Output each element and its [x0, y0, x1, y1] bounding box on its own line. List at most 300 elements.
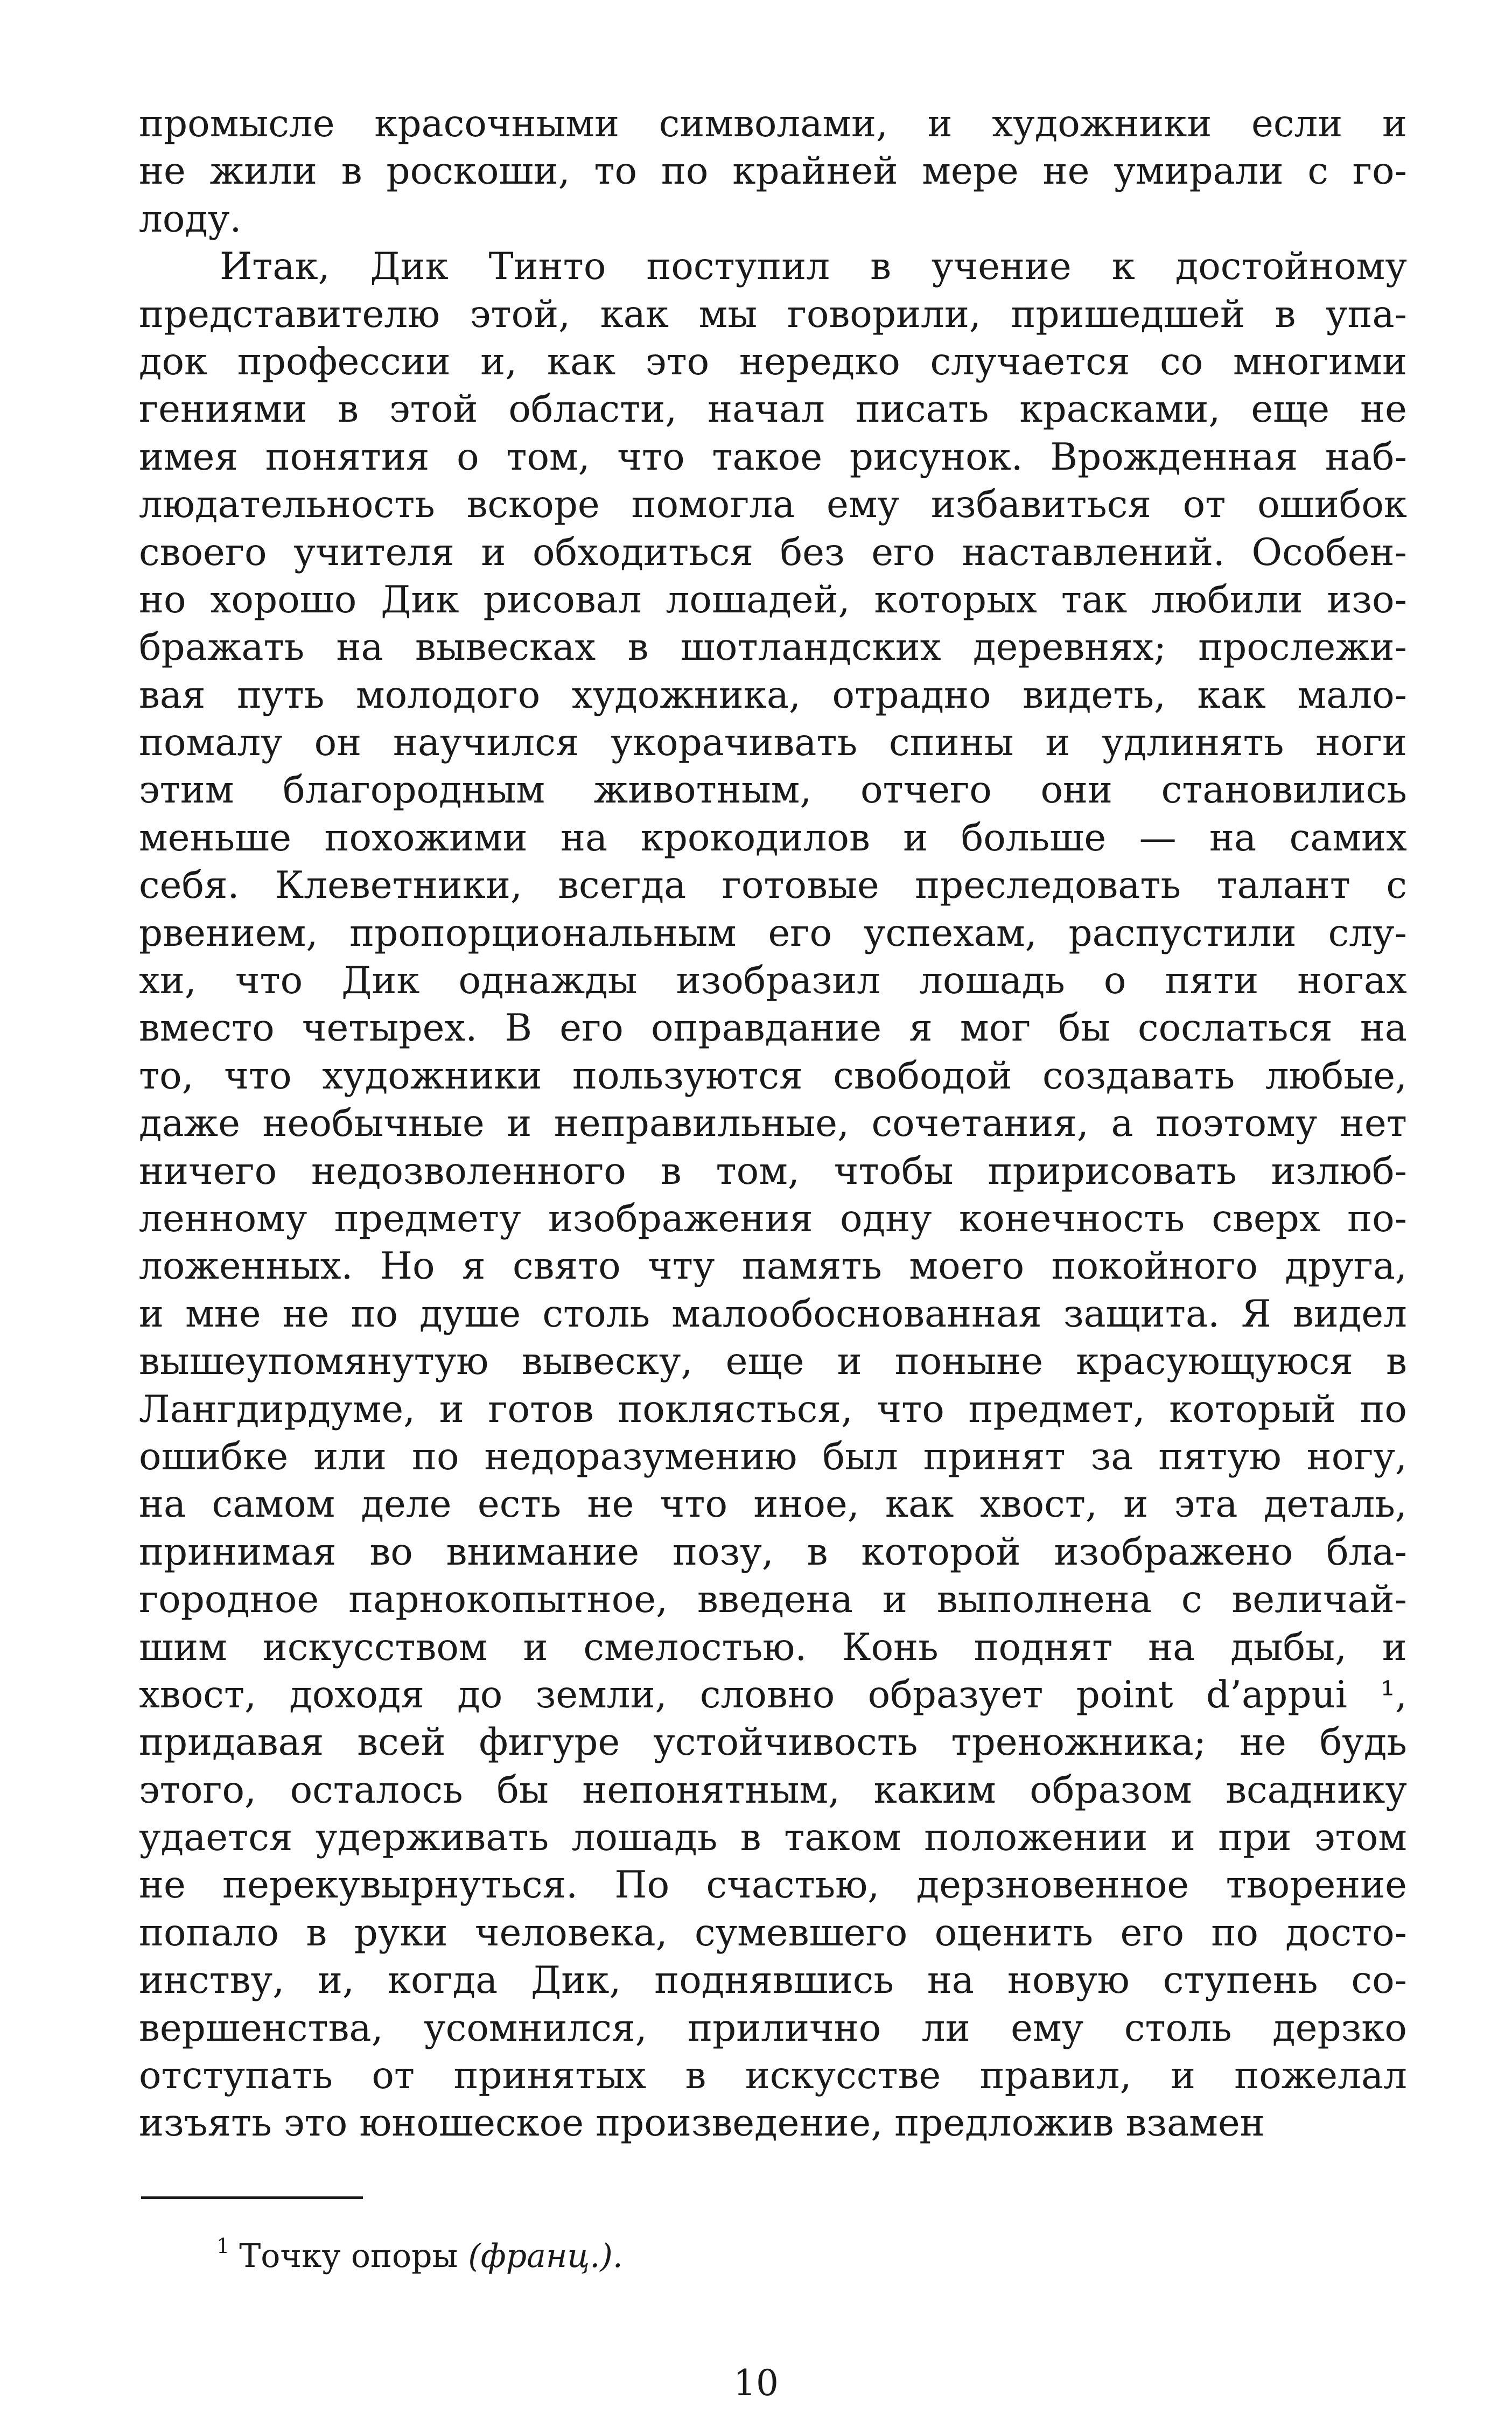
word: го-: [1352, 150, 1407, 193]
text-line: [139, 1909, 1407, 1957]
word: недозволенного: [311, 1149, 626, 1193]
word: его: [559, 1007, 624, 1050]
word: я: [462, 1245, 486, 1288]
word: еще: [1251, 388, 1330, 431]
word: придавая: [139, 1721, 324, 1764]
word: введена: [697, 1578, 853, 1622]
word: рвением,: [139, 911, 318, 955]
word: любые,: [1265, 1054, 1407, 1098]
word: и: [439, 1387, 464, 1431]
word: на: [1209, 816, 1257, 860]
word: ленному: [139, 1197, 307, 1240]
word: Тинто: [488, 245, 606, 289]
word: или: [313, 1435, 387, 1478]
word: парнокопытное,: [348, 1578, 668, 1622]
word: в: [870, 245, 891, 289]
text-line: [139, 386, 1407, 433]
word: наставлений.: [962, 531, 1225, 574]
word: обходиться: [533, 531, 753, 574]
text-line: [139, 100, 1407, 148]
word: на: [336, 626, 383, 669]
word: этой: [389, 388, 478, 431]
word: ли: [921, 2006, 970, 2050]
word: и: [1382, 102, 1407, 145]
word: ему: [1011, 2006, 1084, 2050]
text-line: [139, 2099, 1407, 2147]
word: память: [741, 1245, 882, 1288]
word: пятую: [1158, 1435, 1282, 1478]
word: в: [338, 388, 359, 431]
text-line: [139, 1100, 1407, 1147]
word: что: [660, 1483, 727, 1526]
text-line: [139, 1243, 1407, 1290]
text-line: [139, 1624, 1407, 1671]
word: жили: [209, 150, 317, 193]
word: начал: [708, 388, 825, 431]
word: его: [768, 911, 832, 955]
word: друга,: [1285, 1245, 1407, 1288]
word: еще: [725, 1340, 804, 1384]
word: наб-: [1325, 435, 1407, 479]
text-line: [139, 1481, 1407, 1528]
word: Дик,: [531, 1959, 621, 2003]
word: взамен: [1125, 2102, 1265, 2145]
word: принят: [923, 1435, 1066, 1478]
word: в: [807, 1530, 828, 1574]
word: в: [1275, 292, 1296, 336]
text-line: [139, 1719, 1407, 1766]
word: счастью,: [706, 1864, 880, 1907]
word: том,: [716, 1149, 800, 1193]
word: поступил: [646, 245, 830, 289]
footnote-text: Точку опоры: [239, 2237, 458, 2275]
text-line: [139, 1576, 1407, 1623]
word: новую: [1007, 1959, 1130, 2003]
word: в: [740, 1816, 761, 1860]
word: учителя: [293, 531, 454, 574]
word: со: [1160, 340, 1203, 383]
word: сочетания,: [871, 1102, 1089, 1146]
word: по: [1360, 1387, 1407, 1431]
word: о: [1103, 959, 1126, 1003]
word: дерзко: [1272, 2006, 1407, 2050]
text-line: [139, 2052, 1407, 2099]
word: вскоре: [466, 483, 600, 527]
word: себя.: [139, 864, 240, 908]
word: которых: [874, 578, 1037, 622]
word: нет: [1339, 1102, 1407, 1146]
word: деле: [361, 1483, 452, 1526]
word: многими: [1233, 340, 1407, 383]
word: бла-: [1326, 1530, 1407, 1574]
text-line: [139, 766, 1407, 814]
word: от: [372, 2054, 415, 2098]
word: величай-: [1231, 1578, 1407, 1622]
word: его: [871, 531, 935, 574]
word: даже: [139, 1102, 240, 1146]
text-line: [139, 1148, 1407, 1195]
word: случается: [930, 340, 1130, 383]
word: хорошо: [210, 578, 357, 622]
word: с: [1386, 864, 1407, 908]
word: не: [282, 1292, 330, 1336]
word: пожелал: [1234, 2054, 1407, 2098]
word: правил,: [979, 2054, 1132, 2098]
text-line: [139, 1433, 1407, 1481]
word: а: [1111, 1102, 1133, 1146]
footnote-marker: 1: [216, 2234, 230, 2258]
word: если: [1251, 102, 1343, 145]
word: нередко: [739, 340, 900, 383]
word: шим: [139, 1625, 227, 1669]
word: есть: [477, 1483, 562, 1526]
word: и: [1170, 2054, 1195, 2098]
word: фигуре: [479, 1721, 620, 1764]
word: то: [594, 150, 638, 193]
word: в: [1386, 1340, 1407, 1384]
word: смелостью.: [583, 1625, 807, 1669]
word: к: [1111, 245, 1135, 289]
text-line: [139, 2005, 1407, 2052]
text-line: [139, 1195, 1407, 1243]
word: чту: [648, 1245, 715, 1288]
word: изобразил: [676, 959, 881, 1003]
word: Дик: [341, 959, 420, 1003]
word: изо-: [1327, 578, 1407, 622]
word: дерзновенное: [916, 1864, 1189, 1907]
word: земли,: [535, 1673, 667, 1717]
word: бражать: [139, 626, 305, 669]
word: искусстве: [745, 2054, 941, 2098]
word: как: [547, 340, 616, 383]
word: учение: [931, 245, 1072, 289]
word: досто-: [1285, 1911, 1407, 1955]
word: ноги: [1315, 721, 1407, 765]
word: словно: [699, 1673, 835, 1717]
text-line: [139, 481, 1407, 528]
word: на: [1148, 1625, 1195, 1669]
word: оценить: [934, 1911, 1094, 1955]
word: на: [927, 1959, 974, 2003]
word: избавиться: [930, 483, 1151, 527]
word: предложив: [894, 2102, 1114, 2145]
word: прилично: [688, 2006, 881, 2050]
word: представителю: [139, 292, 440, 336]
word: сверх: [1212, 1197, 1320, 1240]
word: научился: [393, 721, 579, 765]
word: этим: [139, 769, 234, 812]
text-line: [139, 1861, 1407, 1909]
word: выполнена: [936, 1578, 1152, 1622]
word: осталось: [290, 1768, 463, 1812]
text-line: [139, 1052, 1407, 1100]
word: при: [1218, 1816, 1292, 1860]
word: молодого: [355, 673, 541, 717]
text-line: [139, 672, 1407, 719]
word: предмет,: [968, 1387, 1145, 1431]
word: о: [457, 435, 479, 479]
word: не: [1360, 388, 1407, 431]
word: с: [1181, 1578, 1202, 1622]
word: чтобы: [834, 1149, 954, 1193]
word: то,: [139, 1054, 194, 1098]
word: готовые: [722, 864, 879, 908]
word: что: [877, 1387, 944, 1431]
word: столь: [1124, 2006, 1232, 2050]
word: готов: [488, 1387, 594, 1431]
word: Конь: [842, 1625, 939, 1669]
word: поныне: [894, 1340, 1044, 1384]
word: что: [224, 1054, 292, 1098]
word: до: [457, 1673, 503, 1717]
word: отчего: [860, 769, 992, 812]
text-line: [139, 148, 1407, 195]
word: пяти: [1165, 959, 1259, 1003]
word: по: [1211, 1911, 1258, 1955]
word: d’appui: [1206, 1673, 1347, 1717]
text-line: [139, 862, 1407, 909]
word: не: [587, 1483, 634, 1526]
word: позу,: [673, 1530, 774, 1574]
word: Врожденная: [1050, 435, 1298, 479]
word: конечность: [959, 1197, 1185, 1240]
word: Итак,: [220, 245, 330, 289]
word: укорачивать: [611, 721, 858, 765]
word: вершенства,: [139, 2006, 383, 2050]
word: всегда: [558, 864, 687, 908]
body-text: [139, 100, 1407, 2147]
word: писать: [855, 388, 989, 431]
text-line: [139, 1671, 1407, 1719]
word: крокодилов: [640, 816, 870, 860]
word: творение: [1226, 1864, 1407, 1907]
word: гениями: [139, 388, 307, 431]
word: отступать: [139, 2054, 333, 2098]
word: области,: [508, 388, 677, 431]
word: дыбы,: [1230, 1625, 1347, 1669]
word: которой: [861, 1530, 1021, 1574]
word: изображено: [1054, 1530, 1293, 1574]
word: промысле: [139, 102, 335, 145]
word: спины: [889, 721, 1014, 765]
text-line: [139, 719, 1407, 766]
word: красками,: [1019, 388, 1221, 431]
word: свободой: [833, 1054, 1012, 1098]
word: который: [1169, 1387, 1336, 1431]
word: вая: [139, 673, 206, 717]
word: оправдание: [650, 1007, 882, 1050]
word: эта: [1174, 1483, 1238, 1526]
word: вывесках: [415, 626, 596, 669]
word: не: [1042, 150, 1090, 193]
word: отрадно: [832, 673, 991, 717]
word: инству,: [139, 1959, 285, 2003]
word: так: [1061, 578, 1128, 622]
word: городное: [139, 1578, 319, 1622]
word: ошибок: [1257, 483, 1407, 527]
word: будь: [1319, 1721, 1407, 1764]
word: Дик: [370, 245, 449, 289]
word: и: [837, 1340, 862, 1384]
word: и: [1045, 721, 1070, 765]
word: поднявшись: [654, 1959, 894, 2003]
word: крайней: [732, 150, 898, 193]
word: красочными: [374, 102, 620, 145]
word: шотландских: [680, 626, 941, 669]
word: деревнях;: [973, 626, 1166, 669]
word: по: [351, 1292, 398, 1336]
word: во: [369, 1530, 413, 1574]
word: излюб-: [1271, 1149, 1407, 1193]
text-line: [139, 243, 1407, 290]
word: и,: [318, 1959, 354, 2003]
word: по: [412, 1435, 459, 1478]
word: становились: [1161, 769, 1407, 812]
word: не: [139, 150, 186, 193]
text-line: [139, 1957, 1407, 2004]
word: что: [235, 959, 303, 1003]
word: всаднику: [1226, 1768, 1407, 1812]
word: предмету: [334, 1197, 521, 1240]
word: произведение,: [596, 2102, 883, 2145]
text-line: [139, 1386, 1407, 1433]
word: видеть,: [1023, 673, 1166, 717]
word: прослежи-: [1198, 626, 1407, 669]
word: талант: [1216, 864, 1350, 908]
word: столь: [542, 1292, 650, 1336]
word: point: [1076, 1673, 1173, 1717]
word: неправильные,: [554, 1102, 849, 1146]
word: без: [780, 531, 845, 574]
word: ногах: [1297, 959, 1407, 1003]
word: защита.: [1063, 1292, 1220, 1336]
word: иное,: [753, 1483, 859, 1526]
word: и: [523, 1625, 548, 1669]
word: Дик: [381, 578, 459, 622]
word: ошибке: [139, 1435, 289, 1478]
word: хвост,: [139, 1673, 257, 1717]
word: видел: [1292, 1292, 1407, 1336]
word: меньше: [139, 816, 292, 860]
word: не: [139, 1864, 186, 1907]
word: слу-: [1328, 911, 1407, 955]
word: и: [903, 816, 928, 860]
word: от: [1182, 483, 1226, 527]
word: и: [1170, 1816, 1195, 1860]
word: ногу,: [1306, 1435, 1407, 1478]
word: он: [314, 721, 362, 765]
word: такое: [712, 435, 823, 479]
footnote-divider: [141, 2196, 363, 2199]
word: это: [283, 2102, 348, 2145]
word: путь: [237, 673, 325, 717]
word: мало-: [1297, 673, 1407, 717]
word: на: [561, 816, 608, 860]
word: образом: [1030, 1768, 1192, 1812]
word: Лангдирдуме,: [139, 1387, 416, 1431]
word: в: [627, 626, 649, 669]
word: душе: [419, 1292, 521, 1336]
word: В: [505, 1007, 533, 1050]
word: свято: [512, 1245, 621, 1288]
word: как: [1197, 673, 1266, 717]
word: Но: [380, 1245, 435, 1288]
word: изъять: [139, 2102, 272, 2145]
text-line: [139, 624, 1407, 671]
word: каким: [873, 1768, 996, 1812]
word: изображения: [548, 1197, 813, 1240]
word: вышеупомянутую: [139, 1340, 489, 1384]
word: мы: [698, 292, 758, 336]
word: ему: [827, 483, 900, 527]
word: любили: [1151, 578, 1303, 622]
text-line: [139, 814, 1407, 862]
word: хи,: [139, 959, 197, 1003]
word: бы: [496, 1768, 549, 1812]
word: руки: [354, 1911, 448, 1955]
word: лошадь: [571, 1816, 718, 1860]
word: рисунок.: [849, 435, 1023, 479]
text-line: [139, 576, 1407, 624]
word: в: [306, 1911, 327, 1955]
word: мне: [185, 1292, 261, 1336]
word: животным,: [593, 769, 812, 812]
word: что: [617, 435, 685, 479]
word: вместо: [139, 1007, 275, 1050]
word: четырех.: [302, 1007, 478, 1050]
word: бы: [1058, 1007, 1110, 1050]
footnote-language-note: (франц.).: [468, 2237, 623, 2275]
word: одну: [840, 1197, 932, 1240]
word: малообоснованная: [671, 1292, 1042, 1336]
text-line: [139, 910, 1407, 957]
word: пририсовать: [988, 1149, 1237, 1193]
text-line: [139, 957, 1407, 1004]
word: его: [1120, 1911, 1185, 1955]
word: красующуюся: [1076, 1340, 1353, 1384]
word: умирали: [1114, 150, 1284, 193]
word: в: [685, 2054, 706, 2098]
word: имея: [139, 435, 239, 479]
word: удается: [139, 1816, 293, 1860]
word: непонятным,: [582, 1768, 840, 1812]
word: как: [885, 1483, 954, 1526]
word: похожими: [324, 816, 528, 860]
word: попало: [139, 1911, 279, 1955]
word: по: [661, 150, 709, 193]
word: доходя: [289, 1673, 424, 1717]
word: и: [1382, 1625, 1407, 1669]
word: человека,: [474, 1911, 668, 1955]
word: хвост,: [979, 1483, 1097, 1526]
word: поклясться,: [618, 1387, 853, 1431]
word: удлинять: [1102, 721, 1284, 765]
text-line: [139, 434, 1407, 481]
text-line: [139, 1814, 1407, 1861]
footnote: [216, 2224, 623, 2278]
word: создавать: [1042, 1054, 1235, 1098]
word: упа-: [1325, 292, 1407, 336]
word: таком: [784, 1816, 901, 1860]
word: говорили,: [787, 292, 981, 336]
word: художники: [322, 1054, 542, 1098]
word: и: [882, 1578, 907, 1622]
word: Особен-: [1251, 531, 1407, 574]
word: и: [507, 1102, 532, 1146]
word: лошадь: [919, 959, 1065, 1003]
word: недоразумению: [484, 1435, 797, 1478]
word: профессии: [237, 340, 451, 383]
